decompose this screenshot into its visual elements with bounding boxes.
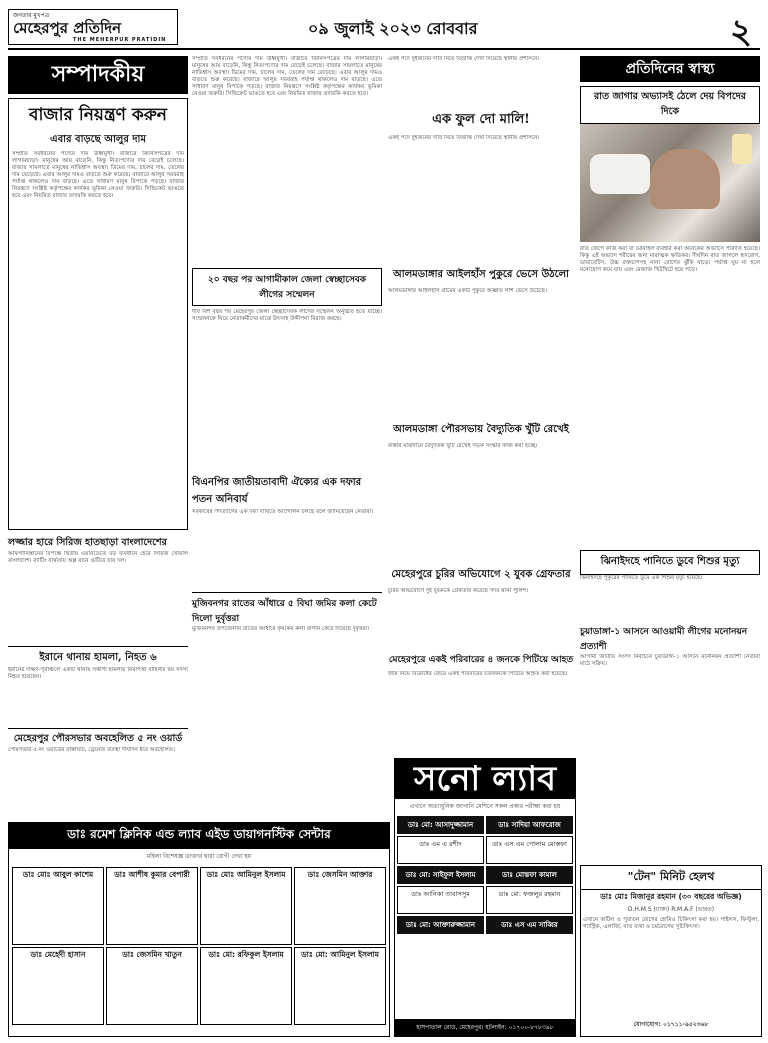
left-story-1 [8,536,188,643]
story-headline: লজ্জার হারে সিরিজ হাতছাড়া বাংলাদেশের [8,537,167,548]
health-headline: রাত জাগার অভ্যাসই ঠেলে দেয় বিপদের দিকে [594,91,746,117]
doctor-card: ডাঃ মো: আক্তারুজ্জামান [397,916,484,934]
right-story-1 [580,550,760,575]
homeo-doctor: ডাঃ মোঃ মিজানুর রহমান (৩০ বছরের অভিজ্ঞ) [600,892,742,901]
story-body: রাস্তার মাঝখানে বৈদ্যুতিক খুঁটি রেখেই সড়ক সংস্কার কাজ করা হচ্ছে। [388,443,538,449]
left-column [8,56,188,781]
continued-text: একই পদে দুইজনের দাবি নিয়ে বিভ্রান্তি দেখা দিয়েছে স্থানীয় প্রশাসনে। [388,56,540,62]
sono-title: সনো ল্যাব [395,759,575,799]
mid-right-subcol [388,56,574,725]
doctor-card: ডাঃ মো: আসাদুজ্জামান [397,816,484,834]
mid-story-1 [192,268,382,306]
logo-box [8,9,178,45]
health-body: রাত জেগে কাজ করা বা মোবাইল ব্যবহার করা অনেকের অভ্যাসে পরিণত হয়েছে। কিন্তু এই অভ্যাস শরীরের জন্য মারাত্মক ক্ষতিকর। দীর্ঘদিন রাত জাগলে হৃদরোগ, ডায়াবেটিস, উচ্চ রক্তচাপসহ নানা রোগের ঝুঁকি বাড়ে। পর্যাপ্ত ঘুম না হলে মনোযোগ কমে যায় এবং মেজাজ খিটখিটে হয়ে পড়ে। [580,246,760,273]
story-body: আলমডাঙ্গার আইলহাঁস গ্রামের একটি পুকুরে অজ্ঞাত লাশ ভেসে উঠেছে। [388,288,547,294]
story-headline: ইরানে থানায় হামলা, নিহত ৬ [39,652,157,663]
story-body: দীর্ঘ বিশ বছর পর মেহেরপুর জেলা স্বেচ্ছাসেবক লীগের সম্মেলন অনুষ্ঠিত হতে যাচ্ছে। সম্মেলনকে ঘিরে নেতাকর্মীদের মাঝে উৎসাহ উদ্দীপনা বিরাজ করছে। [192,309,382,322]
newspaper-logo: মেহেরপুর প্রতিদিন [13,18,122,37]
editorial-subhead: এবার বাড়ছে আলুর দাম [49,134,147,145]
doctor-card: ডাঃ মোঃ আবুল কাশেম [12,867,104,945]
story-headline: ঝিনাইদহে পানিতে ডুবে শিশুর মৃত্যু [600,556,740,567]
editorial-body: সম্প্রতি সবধরনের পণ্যের দাম ঊর্ধ্বমুখী। বাজারে জিনিসপত্রের দাম লাগামছাড়া। মানুষের আয় বাড়েনি, কিন্তু নিত্যপণ্যের দাম বেড়েই চলেছে। বাজার সামলাতে মানুষের নাভিশ্বাস অবস্থা। ডিমের দাম, চালের দাম, তেলের দাম বেড়েছে। এবার আলুর দামও বাড়তে শুরু করেছে। বাজারে আলুর সরবরাহ পর্যাপ্ত থাকলেও দাম বাড়ছে। এতে সাধারণ মানুষ বিপাকে পড়ছে। বাজার নিয়ন্ত্রণে সংশ্লিষ্ট কর্তৃপক্ষের কার্যকর ভূমিকা নেওয়া জরুরি। সিন্ডিকেট ভাঙতে হবে এবং নিয়মিত বাজার তদারকি করতে হবে। [12,151,184,199]
story-body: ইরানের দক্ষিণ-পূর্বাঞ্চলে একটি থানায় সন্ত্রাসী হামলায় নিরাপত্তা বাহিনীর ছয় সদস্য নিহত হয়েছেন। [8,667,188,680]
story-body: জমি নিয়ে বিরোধের জেরে একই পরিবারের চারজনকে পিটিয়ে আহত করা হয়েছে। [388,671,568,677]
story-headline: আলমডাঙ্গার আইলহাঁস পুকুরে ভেসে উঠলো [393,269,569,280]
clinic-sub: মহিলা বিশেষজ্ঞ ডাক্তার দ্বারা রোগী দেখা হয় [146,853,252,860]
homeo-degree: D.H.M.S (ঢাকা) R.M.A.F (ভারত) [627,906,715,913]
page-number: ২ [729,12,752,52]
sono-doctor-grid [395,814,575,936]
homeo-footer: যোগাযোগ: ০১৭১১-৯৫২৩৬৮ [633,1021,709,1028]
clinic-doctor-grid [9,864,389,1028]
story-body: সরকারের পদত্যাগের এক দফা দাবিতে আন্দোলন চলছে বলে জানিয়েছেন নেতারা। [192,509,374,515]
story-headline: এক ফুল দো মালি! [432,112,530,127]
doctor-card: ডাঃ মোঃ আমিনুল ইসলাম [200,867,292,945]
editorial-article [8,98,188,530]
issue-date: ০৯ জুলাই ২০২৩ রোববার [308,19,478,38]
story-headline: চুয়াডাঙ্গা-১ আসনে আওয়ামী লীগের মনোনয়ন প্রত্যাশী [580,627,748,652]
doctor-card: ডাঃ এম এ রশীদ [397,836,484,864]
homeo-title: "টেন" মিনিট হেলথ [581,866,761,890]
story-body: চুরির অভিযোগে দুই যুবককে গ্রেফতার করেছে সদর থানা পুলিশ। [388,588,528,594]
story-headline: মেহেরপুর পৌরসভার অবহেলিত ৫ নং ওয়ার্ড [13,733,183,744]
left-story-2 [8,650,188,725]
doctor-card: ডাঃ এস এম সাব্বির [486,916,573,934]
doctor-card: ডাঃ জেসমিন আক্তার [294,867,386,945]
health-band: প্রতিদিনের স্বাস্থ্য [580,56,760,82]
clinic-advertisement [8,822,390,1037]
right-column [580,56,760,750]
doctor-card: ডাঃ মোস্তফা কামাল [486,866,573,884]
story-body: পৌরসভার ৫ নং ওয়ার্ডের রাস্তাঘাট, ড্রেনেজ ব্যবস্থা দীর্ঘদিন ধরে অবহেলিত। [8,747,175,753]
doctor-card: ডাঃ মো: ফজলুর রহমান [486,886,573,914]
story-body: মুজিবনগর উপজেলায় রাতের আঁধারে কৃষকের কলা বাগান কেটে দিয়েছে দুর্বৃত্তরা। [192,626,370,632]
story-body: আফগানিস্তানের বিপক্ষে দ্বিতীয় ওয়ানডেতে বড় ব্যবধানে হেরে সিরিজ খোয়াল বাংলাদেশ। ব্যাটিং ব্যর্থতায় অল্প রানে গুটিয়ে যায় দল। [8,551,188,564]
doctor-card: ডাঃ আনিকা তাবাসসুম [397,886,484,914]
masthead [8,6,760,50]
editorial-band: সম্পাদকীয় [8,56,188,94]
doctor-card: ডাঃ মো: আমিনুল ইসলাম [294,947,386,1025]
editorial-headline: বাজার নিয়ন্ত্রণ করুন [29,105,167,125]
story-body: আগামী জাতীয় সংসদ নির্বাচনে চুয়াডাঙ্গা-১ আসনে মনোনয়ন প্রত্যাশী নেতারা মাঠে সক্রিয়। [580,654,760,667]
story-headline: মেহেরপুরে চুরির অভিযোগে ২ যুবক গ্রেফতার [391,569,571,580]
doctor-card: ডাঃ আশীষ কুমার বেপারী [106,867,198,945]
story-headline: ২০ বছর পর আগামীকাল জেলা স্বেচ্ছাসেবক লীগের সম্মেলন [207,275,367,300]
left-story-3 [8,732,188,781]
story-body: একই পদে দুইজনের দাবি নিয়ে বিভ্রান্তি দেখা দিয়েছে স্থানীয় প্রশাসনে। [388,135,540,141]
homeo-advertisement [580,865,762,1037]
doctor-card: ডাঃ এস.এম গোলাম মোস্তফা [486,836,573,864]
doctor-card: ডাঃ সাদিয়া আফরোজ [486,816,573,834]
sono-sub: এখানে অত্যাধুনিক জাপানি মেশিনে সকল প্রকার পরীক্ষা করা হয় [409,803,561,810]
story-headline: বিএনপির জাতীয়তাবাদী ঐক্যের এক দফার পতন অনিবার্য [192,477,362,505]
doctor-card: ডাঃ মেহেদী হাসান [12,947,104,1025]
doctor-card: ডাঃ মো: রফিকুল ইসলাম [200,947,292,1025]
story-body: ঝিনাইদহে পুকুরের পানিতে ডুবে এক শিশুর মৃত্যু হয়েছে। [580,575,703,581]
middle-column [192,56,574,725]
homeo-body: এখানে জটিল ও পুরাতন রোগের হোমিও চিকিৎসা করা হয়। পাইলস, ফিস্টুলা, গ্যাস্ট্রিক, এলার্জি, বাত ব্যথা ও চর্মরোগের সুচিকিৎসা। [583,917,759,930]
clinic-title: ডাঃ রমেশ ক্লিনিক এন্ড ল্যাব এইড ডায়াগনস্টিক সেন্টার [9,823,389,849]
newspaper-logo-en: THE MEHERPUR PRATIDIN [73,36,167,43]
story-headline: আলমডাঙ্গা পৌরসভায় বৈদ্যুতিক খুঁটি রেখেই [393,424,569,435]
doctor-card: ডাঃ জেসমিন খাতুন [106,947,198,1025]
health-headline-box [580,86,760,124]
health-photo [580,124,760,242]
sono-lab-advertisement [394,758,576,1037]
story-headline: মুজিবনগর রাতের আঁধারে ৫ বিঘা জমির কলা কেটে দিলো দুর্বৃত্তরা [192,599,377,624]
mid-left-subcol [192,56,382,725]
sono-footer: হাসপাতাল রোড, মেহেরপুর। হটলাইন: ০১৭০০-৮৭৮৩৯৮ [395,1019,575,1036]
story-headline: মেহেরপুরে একই পরিবারের ৪ জনকে পিটিয়ে আহত [388,655,574,665]
continued-text: সম্প্রতি সবধরনের পণ্যের দাম ঊর্ধ্বমুখী। বাজারে জিনিসপত্রের দাম লাগামছাড়া। মানুষের আয় বাড়েনি, কিন্তু নিত্যপণ্যের দাম বেড়েই চলেছে। বাজার সামলাতে মানুষের নাভিশ্বাস অবস্থা। ডিমের দাম, চালের দাম, তেলের দাম বেড়েছে। এবার আলুর দামও বাড়তে শুরু করেছে। বাজারে আলুর সরবরাহ পর্যাপ্ত থাকলেও দাম বাড়ছে। এতে সাধারণ মানুষ বিপাকে পড়ছে। বাজার নিয়ন্ত্রণে সংশ্লিষ্ট কর্তৃপক্ষের কার্যকর ভূমিকা নেওয়া জরুরি। সিন্ডিকেট ভাঙতে হবে এবং নিয়মিত বাজার তদারকি করতে হবে। [192,56,382,97]
doctor-card: ডাঃ মো: সাইফুল ইসলাম [397,866,484,884]
tagline: জনতার মুখপত্র [13,11,50,19]
